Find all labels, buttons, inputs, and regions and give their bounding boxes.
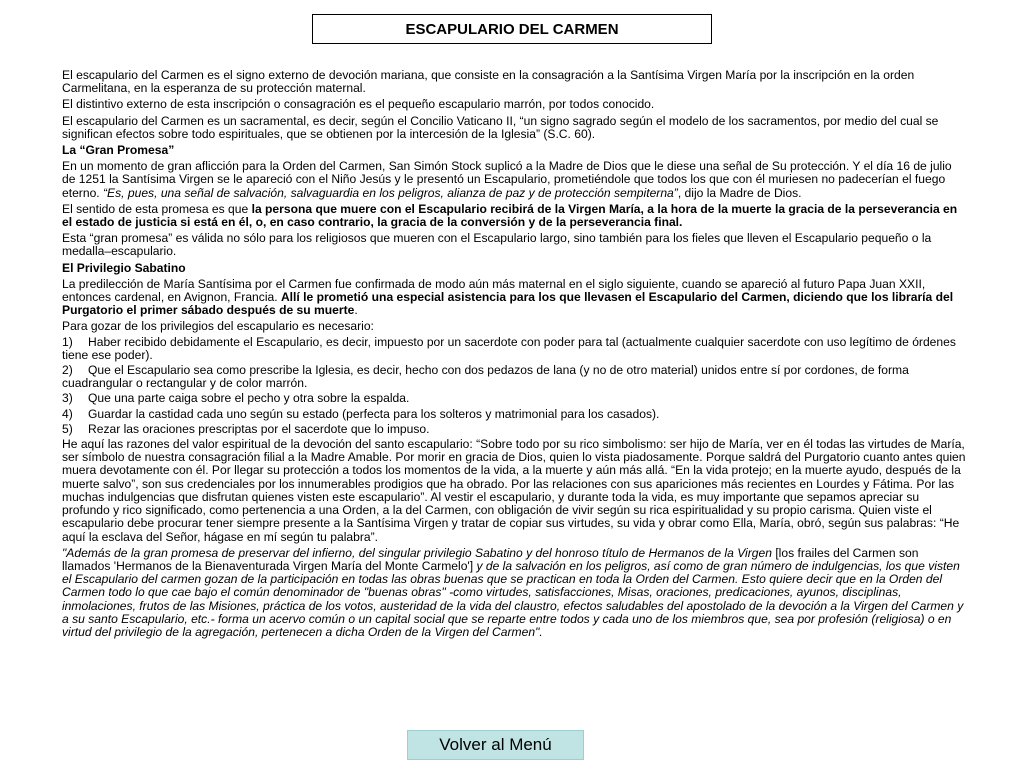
paragraph-requisitos: Para gozar de los privilegios del escapulario es necesario: [62, 319, 374, 334]
text-span: En un momento de gran aflicción para la Orden del Carmen, San Simón Stock suplicó a la Madre de Dios que le diese una señal de Su protección. Y el día 16 de julio de 1251 la Santísima Virgen se le apareció con el Niño Jesús y le presentó un Escapulario, prometiéndole que todos los que con él muriesen no padecerían el fuego eterno. [62, 159, 952, 200]
heading-gran-promesa: La “Gran Promesa” [62, 143, 175, 158]
text-span: El sentido de esta promesa es que [62, 201, 252, 216]
list-item [62, 408, 966, 421]
list-item [62, 423, 966, 436]
paragraph-simon-stock [62, 160, 966, 200]
list-number: 3) [62, 391, 73, 406]
list-text: Que el Escapulario sea como prescribe la Iglesia, es decir, hecho con dos pedazos de lana (y no de otro material) unidos entre sí por cordones, de forma cuadrangular o rectangular y de color marrón. [62, 363, 909, 391]
bracket-note: [los frailes del Carmen son llamados 'Hermanos de la Bienaventurada Virgen María del Monte Carmelo'] [62, 545, 919, 573]
paragraph-predileccion [62, 278, 966, 318]
heading-privilegio-sabatino: El Privilegio Sabatino [62, 260, 186, 275]
privilege-emphasis: Allí le prometió una especial asistencia para los que llevasen el Escapulario del Carmen, diciendo que los libraría del Purgatorio el primer sábado después de su muerte [62, 290, 954, 318]
text-span: "Además de la gran promesa de preservar del infierno, del singular privilegio Sabatino y del honroso título de Hermanos de la Virgen [62, 545, 776, 560]
list-number: 4) [62, 406, 73, 421]
quote-virgin: “Es, pues, una señal de salvación, salvaguardia en los peligros, alianza de paz y de protección sempiterna” [103, 185, 678, 200]
promise-emphasis: la persona que muere con el Escapulario recibirá de la Virgen María, a la hora de la muerte la gracia de la perseverancia en el estado de justicia si está en él, o, en caso contrario, la gracia de la conversión y de la perseverancia final. [62, 201, 958, 230]
article-body [62, 69, 966, 642]
paragraph-sacramental: El escapulario del Carmen es un sacramental, es decir, según el Concilio Vaticano II, “un signo sagrado según el modelo de los sacramentos, por medio del cual se significan efectos sobre todo espirituales, que se obtienen por la intercesión de la Iglesia” (S.C. 60). [62, 113, 939, 141]
list-number: 5) [62, 421, 73, 436]
list-text: Rezar las oraciones prescriptas por el sacerdote que lo impuso. [88, 421, 430, 436]
paragraph-intro: El escapulario del Carmen es el signo externo de devoción mariana, que consiste en la consagración a la Santísima Virgen María por la inscripción en la orden Carmelitana, en la esperanza de su protección maternal. [62, 68, 915, 96]
back-to-menu-button[interactable]: Volver al Menú [407, 730, 584, 760]
list-text: Guardar la castidad cada uno según su estado (perfecta para los solteros y matrimonial para los casados). [88, 406, 660, 421]
list-text: Que una parte caiga sobre el pecho y otra sobre la espalda. [88, 391, 410, 406]
text-span: , dijo la Madre de Dios. [677, 185, 802, 200]
text-span: . [354, 303, 358, 318]
paragraph-razones: He aquí las razones del valor espiritual de la devoción del santo escapulario: “Sobre todo por su rico simbolismo: ser hijo de María, ver en él todas las virtudes de María, ser símbolo de nuestra consagración filial a la Madre Amable. Por morir en gracia de Dios, quien lo vista piadosamente. Porque saldrá del Purgatorio cuanto antes quien muera devotamente con él. Por llegar su protección a todos los momentos de la vida, a la muerte y aún más allá. “En la vida protejo; en la muerte ayudo, después de la muerte salvo”, son sus credenciales por los innumerables prodigios que ha obrado. Por las relaciones con sus apariciones más recientes en Lourdes y Fátima. Por las muchas indulgencias que disfrutan quienes visten este escapulario”. Al vestir el escapulario, y durante toda la vida, es muy importante que sepamos apreciar su profundo y rico significado, como pertenencia a una Orden, a la del Carmen, con obligación de vivir según su rica espiritualidad y su propio carisma. Quien viste el escapulario debe procurar tener siempre presente a la Santísima Virgen y tratar de copiar sus virtudes, su vida y obrar como Ella, María, obró, según sus palabras: “He aquí la esclava del Señor, hágase en mí según tu palabra”. [62, 437, 966, 544]
list-item [62, 392, 966, 405]
list-number: 2) [62, 363, 73, 378]
paragraph-quote-participacion [62, 547, 966, 639]
page-title: ESCAPULARIO DEL CARMEN [312, 14, 712, 44]
list-number: 1) [62, 334, 73, 349]
paragraph-distintivo: El distintivo externo de esta inscripción o consagración es el pequeño escapulario marrón, por todos conocido. [62, 97, 655, 112]
text-span: La predilección de María Santísima por el Carmen fue confirmada de modo aún más maternal en el siglo siguiente, cuando se apareció al futuro Papa Juan XXII, entonces cardenal, en Avignon, Francia. [62, 276, 926, 305]
text-span: y de la salvación en los peligros, así como de gran número de indulgencias, los que visten el Escapulario del carmen gozan de la participación en todas las obras buenas que se practican en toda la Orden del Carmen. Esto quiere decir que en la Orden del Carmen todo lo que cae bajo el común denominador de "buenas obras" -como virtudes, satisfacciones, Misas, oraciones, predicaciones, ayunos, disciplinas, inmolaciones, frutos de las Misiones, práctica de los votos, austeridad de la vida del claustro, efectos saludables del apostolado de la devoción a la Virgen del Carmen y a su santo Escapulario, etc.- forma un acervo común o un capital social que se reparte entre todos y cada uno de los miembros que, sea por profesión (religiosa) o en virtud del privilegio de la agregación, pertenecen a dicha Orden de la Virgen del Carmen". [62, 558, 964, 639]
list-item [62, 336, 966, 362]
list-item [62, 364, 966, 390]
paragraph-validez: Esta “gran promesa” es válida no sólo para los religiosos que mueren con el Escapulario largo, sino también para los fieles que lleven el Escapulario pequeño o la medalla–escapulario. [62, 231, 932, 259]
list-text: Haber recibido debidamente el Escapulario, es decir, impuesto por un sacerdote con poder para tal (actualmente cualquier sacerdote con uso legítimo de órdenes tiene ese poder). [62, 334, 956, 362]
paragraph-sentido-promesa [62, 203, 966, 229]
